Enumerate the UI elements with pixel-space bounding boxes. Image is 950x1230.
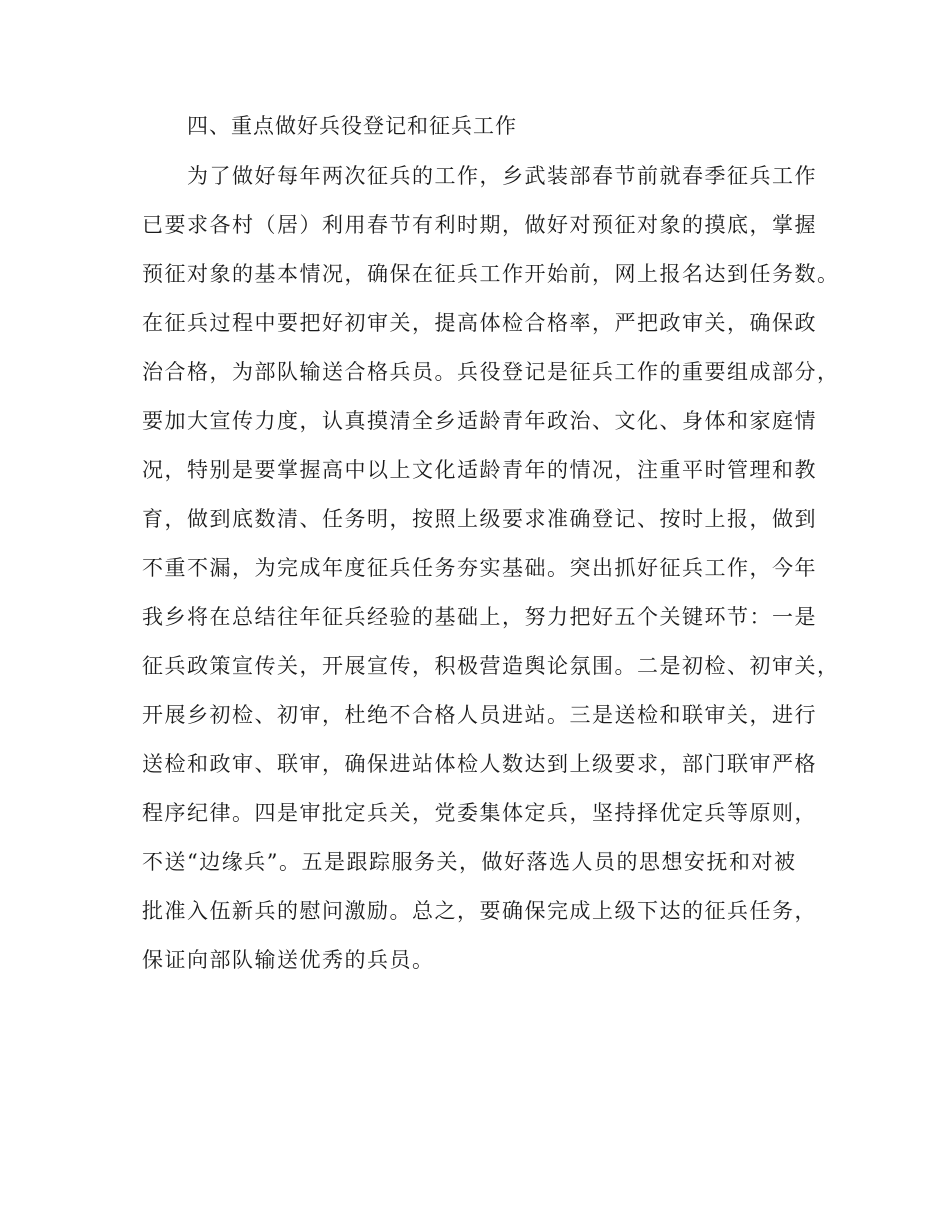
paragraph-line: 不送“边缘兵”。五是跟踪服务关，做好落选人员的思想安抚和对被 (142, 850, 797, 874)
paragraph-line: 程序纪律。四是审批定兵关，党委集体定兵，坚持择优定兵等原则， (142, 801, 817, 825)
paragraph-line: 开展乡初检、初审，杜绝不合格人员进站。三是送检和联审关，进行 (142, 703, 817, 727)
paragraph-line: 预征对象的基本情况，确保在征兵工作开始前，网上报名达到任务数。 (142, 262, 840, 286)
paragraph-line: 为了做好每年两次征兵的工作，乡武装部春节前就春季征兵工作 (187, 164, 817, 188)
paragraph-line: 批准入伍新兵的慰问激励。总之，要确保完成上级下达的征兵任务， (142, 899, 817, 923)
paragraph-line: 治合格，为部队输送合格兵员。兵役登记是征兵工作的重要组成部分， (142, 360, 840, 384)
paragraph-line: 保证向部队输送优秀的兵员。 (142, 948, 435, 972)
paragraph-line: 在征兵过程中要把好初审关，提高体检合格率，严把政审关，确保政 (142, 311, 817, 335)
paragraph-line: 已要求各村（居）利用春节有利时期，做好对预征对象的摸底，掌握 (142, 213, 817, 237)
section-heading: 四、重点做好兵役登记和征兵工作 (187, 114, 517, 138)
paragraph-line: 我乡将在总结往年征兵经验的基础上，努力把好五个关键环节：一是 (142, 605, 817, 629)
paragraph-line: 送检和政审、联审，确保进站体检人数达到上级要求，部门联审严格 (142, 752, 817, 776)
paragraph-line: 征兵政策宣传关，开展宣传，积极营造舆论氛围。二是初检、初审关， (142, 654, 840, 678)
paragraph-line: 要加大宣传力度，认真摸清全乡适龄青年政治、文化、身体和家庭情 (142, 409, 817, 433)
paragraph-line: 育，做到底数清、任务明，按照上级要求准确登记、按时上报，做到 (142, 507, 817, 531)
paragraph-line: 况，特别是要掌握高中以上文化适龄青年的情况，注重平时管理和教 (142, 458, 817, 482)
paragraph-line: 不重不漏，为完成年度征兵任务夯实基础。突出抓好征兵工作，今年 (142, 556, 817, 580)
